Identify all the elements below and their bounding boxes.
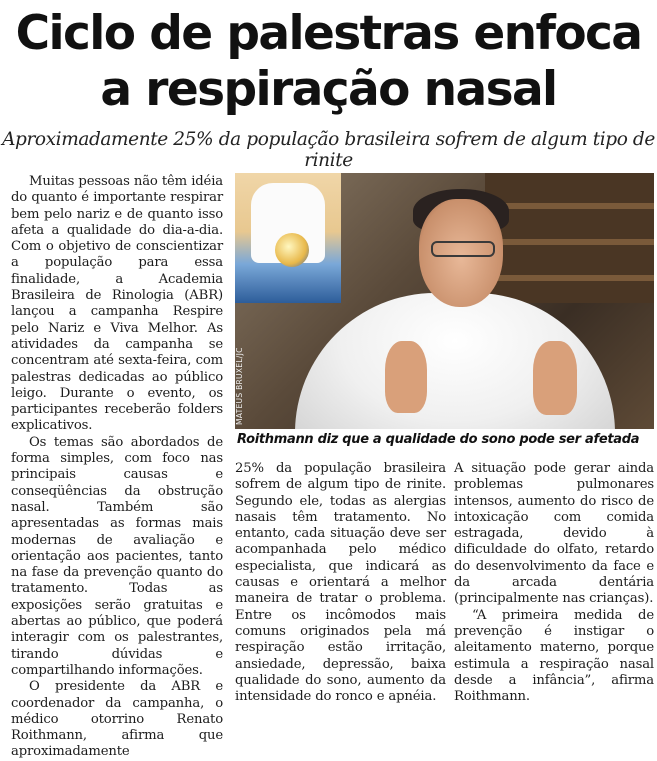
paragraph: “A primeira medida de prevenção é instigar o aleitamento materno, porque estimula a respiração nasal desde a infância”, afirma Roithmann. — [454, 607, 654, 705]
article-photo — [235, 173, 654, 429]
poster-ball-shape — [275, 233, 309, 267]
paragraph: Os temas são abordados de forma simples, com foco nas principais causas e conseqüências da obstrução nasal. Também são apresentadas as formas mais modernas de avaliação e orientação aos pacientes, tanto na fase da prevenção quanto do tratamento. Todas as exposições serão gratuitas e abertas ao público, que poderá interagir com os palestrantes, tirando dúvidas e compartilhando informações. — [11, 434, 223, 678]
paragraph: O presidente da ABR e coordenador da campanha, o médico otorrino Renato Roithmann, afirma que aproximadamente — [11, 679, 223, 760]
background-shelf — [485, 173, 654, 303]
doctor-glasses-shape — [431, 241, 495, 257]
headline-line-1: Ciclo de palestras enfoca — [15, 6, 642, 61]
left-hand-shape — [385, 341, 427, 413]
photo-caption: Roithmann diz que a qualidade do sono pode ser afetada — [237, 432, 640, 447]
paragraph: A situação pode gerar ainda problemas pulmonares intensos, aumento do risco de intoxicação com comida estragada, devido à dificuldade do olfato, retardo do desenvolvimento da face e da arcada dentária (principalmente nas crianças). — [454, 461, 654, 607]
right-hand-shape — [533, 341, 577, 415]
article-column-1 — [11, 174, 223, 761]
photo-credit: MATEUS BRUXEL/JC — [235, 347, 244, 425]
headline — [0, 6, 657, 118]
paragraph: 25% da população brasileira sofrem de algum tipo de rinite. Segundo ele, todas as alergias nasais têm tratamento. No entanto, cada situação deve ser acompanhada pelo médico especialista, que indicará as causas e orientará a melhor maneira de tratar o problema. Entre os incômodos mais comuns originados pela má respiração estão irritação, ansiedade, depressão, baixa qualidade do sono, aumento da intensidade do ronco e apnéia. — [235, 461, 446, 705]
headline-line-2: a respiração nasal — [100, 62, 557, 117]
background-poster — [235, 173, 341, 303]
article-column-2 — [235, 461, 446, 705]
paragraph: Muitas pessoas não têm idéia do quanto é importante respirar bem pelo nariz e de quanto isso afeta a qualidade do dia-a-dia. Com o objetivo de conscientizar a população para essa finalidade, a Academia Brasileira de Rinologia (ABR) lançou a campanha Respire pelo Nariz e Viva Melhor. As atividades da campanha se concentram até sexta-feira, com palestras dedicadas ao público leigo. Durante o evento, os participantes receberão folders explicativos. — [11, 174, 223, 434]
subheadline: Aproximadamente 25% da população brasileira sofrem de algum tipo de rinite — [2, 129, 655, 171]
article-column-3 — [454, 461, 654, 705]
